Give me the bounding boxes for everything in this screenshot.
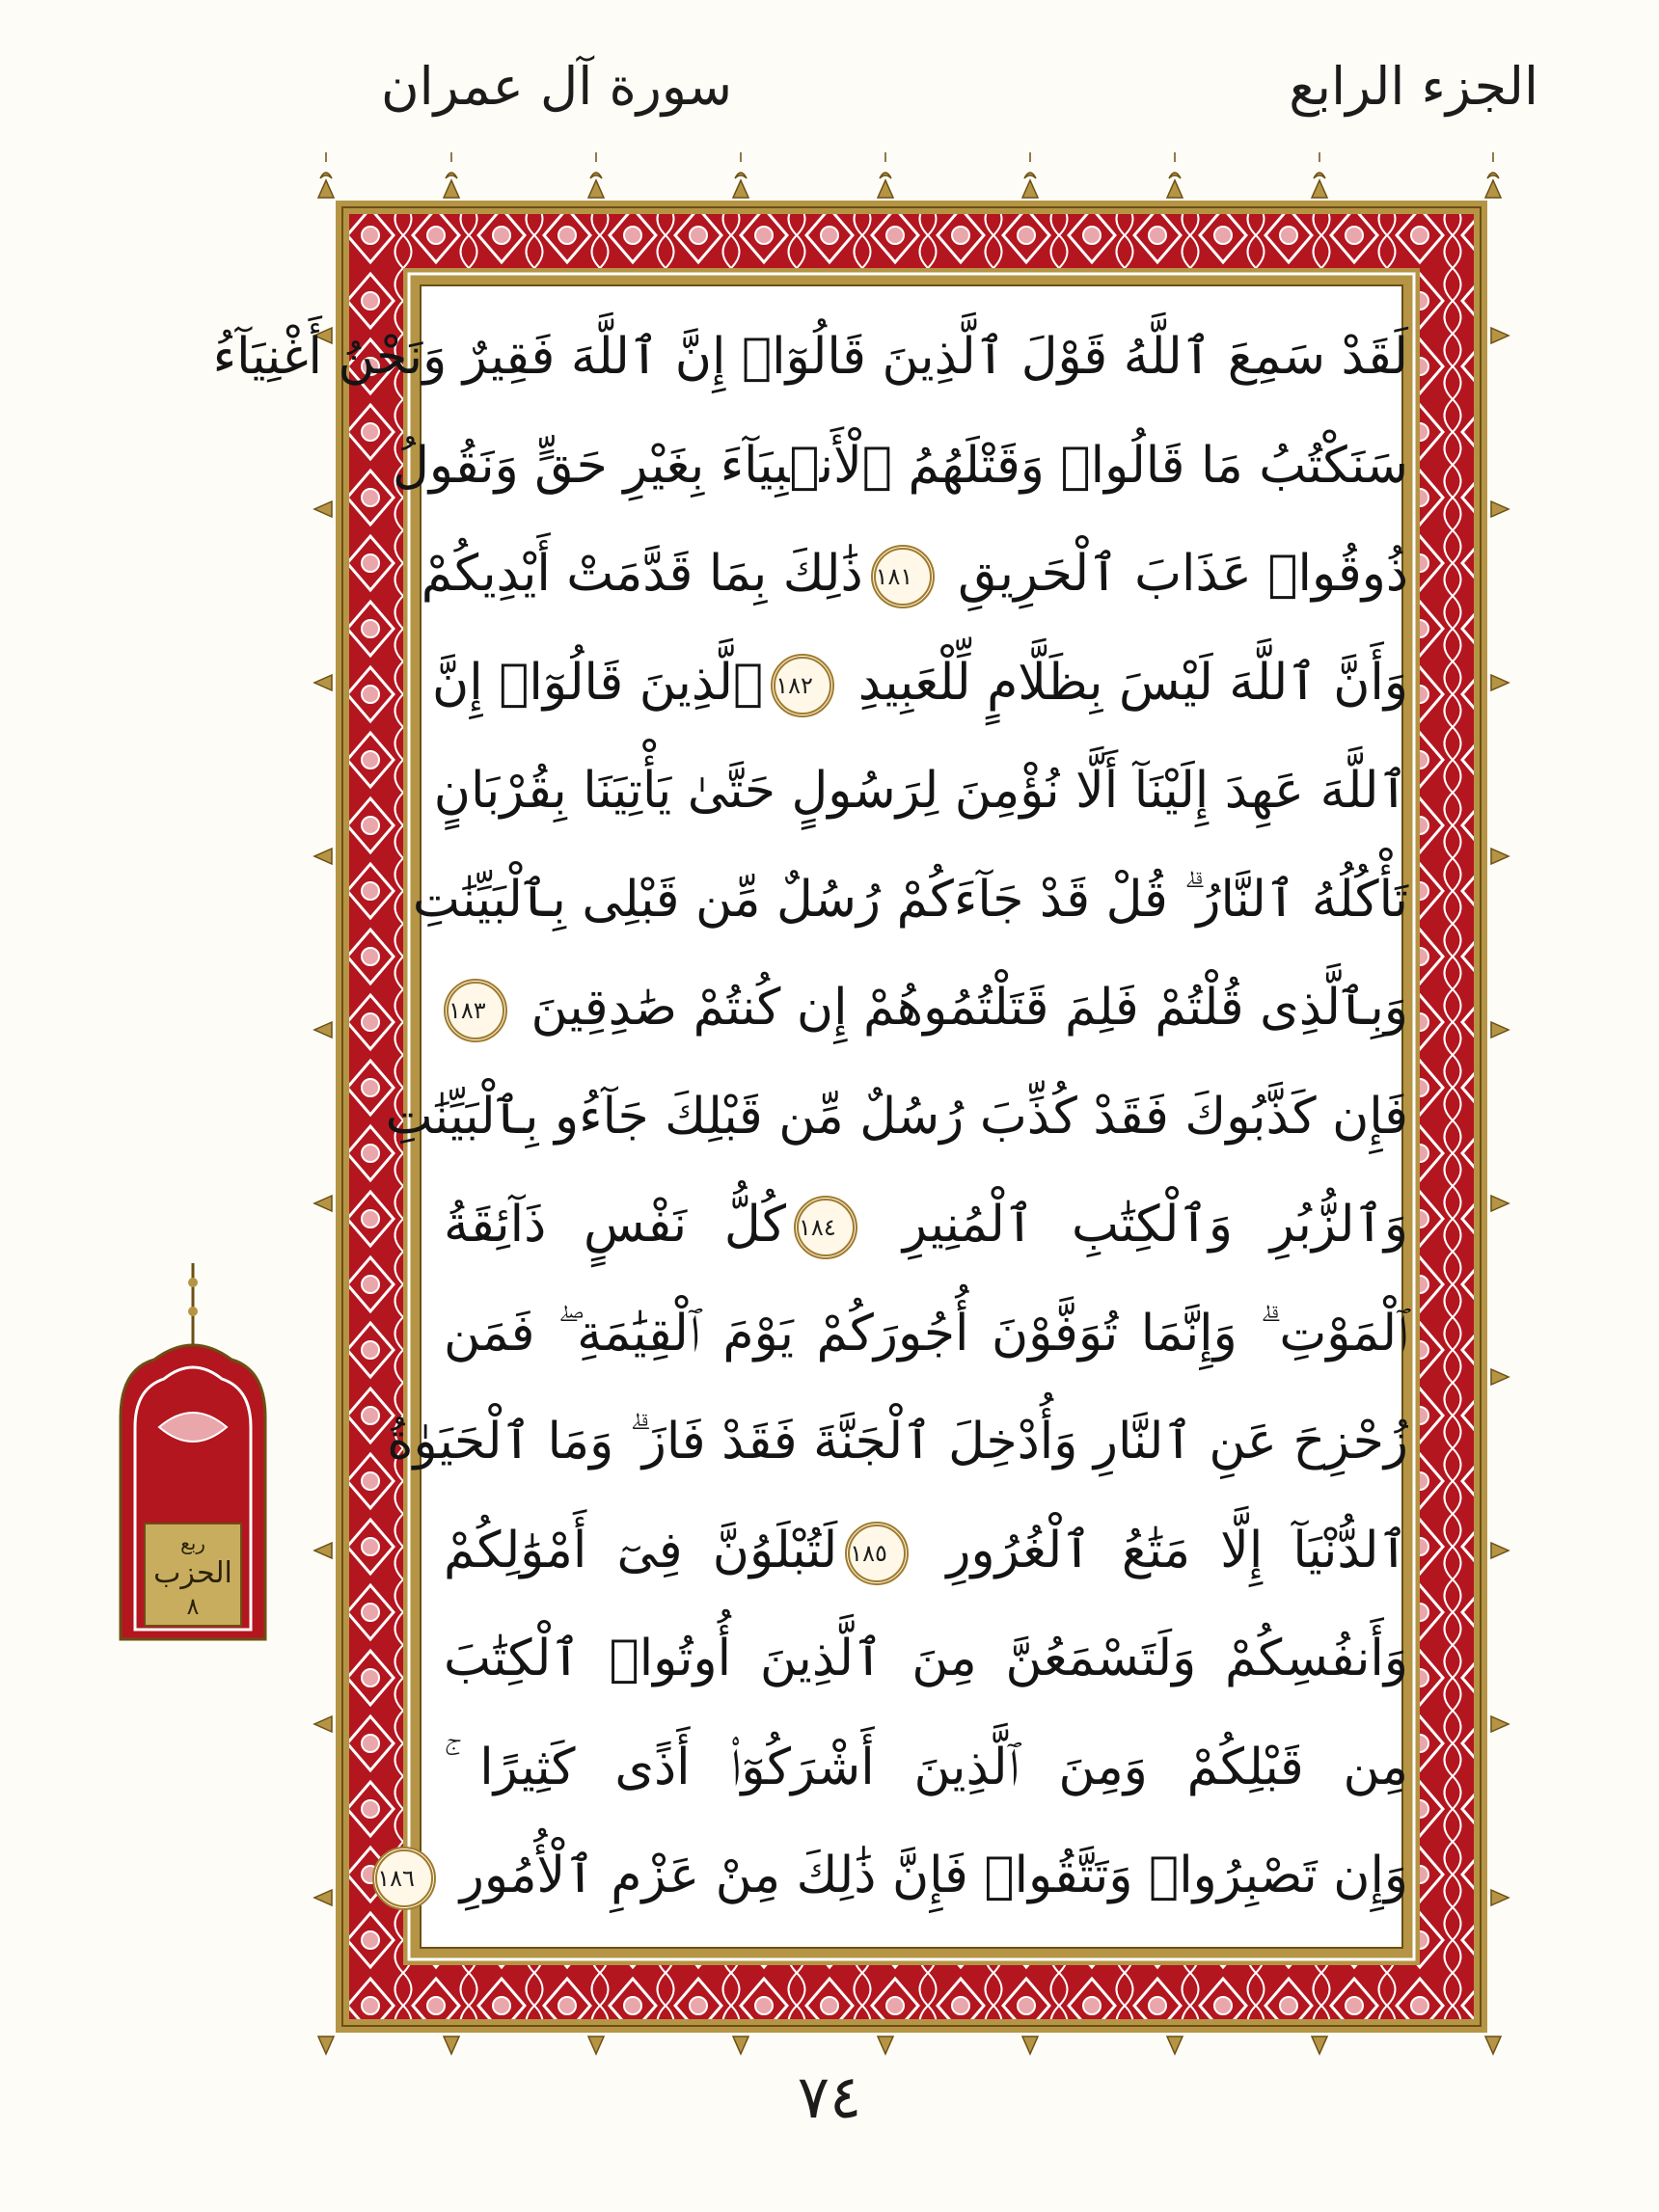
text-line — [433, 752, 1408, 829]
verse-text: تَأْكُلُهُ ٱلنَّارُ ۗ قُلْ قَدْ جَآءَكُمْ رُسُلٌ مِّن قَبْلِى بِٱلْبَيِّنَٰتِ — [412, 870, 1408, 929]
verse-text: وَأَنَّ ٱللَّهَ لَيْسَ بِظَلَّامٍ لِّلْعَبِيدِ — [857, 653, 1408, 712]
text-line — [444, 1186, 1408, 1263]
verse-text: ٱلْمَوْتِ ۗ وَإِنَّمَا تُوَفَّوْنَ أُجُورَكُمْ يَوْمَ ٱلْقِيَٰمَةِ ۖ فَمَن — [444, 1304, 1408, 1362]
verse-text: ٱلدُّنْيَآ إِلَّا مَتَٰعُ ٱلْغُرُورِ — [946, 1521, 1408, 1579]
verse-text: زُحْزِحَ عَنِ ٱلنَّارِ وَأُدْخِلَ ٱلْجَنَّةَ فَقَدْ فَازَ ۗ وَمَا ٱلْحَيَوٰةُ — [387, 1413, 1408, 1470]
text-line — [393, 427, 1408, 504]
page-number: ٧٤ — [797, 2062, 862, 2132]
ayah-number-marker: ١٨٥ — [845, 1522, 909, 1585]
verse-text: وَأَنفُسِكُمْ وَلَتَسْمَعُنَّ مِنَ ٱلَّذِينَ أُوتُوا۟ ٱلْكِتَٰبَ — [444, 1630, 1408, 1687]
hizb-number: ٨ — [186, 1593, 200, 1620]
text-line — [212, 318, 1408, 395]
text-line — [421, 535, 1408, 612]
text-line — [444, 1729, 1408, 1806]
text-line — [432, 644, 1408, 721]
verse-text: وَإِن تَصْبِرُوا۟ وَتَتَّقُوا۟ فَإِنَّ ذَٰلِكَ مِنْ عَزْمِ ٱلْأُمُورِ — [459, 1847, 1408, 1904]
ayah-number-marker: ١٨٣ — [444, 979, 507, 1042]
text-line — [387, 1403, 1408, 1480]
juz-title: الجزء الرابع — [1289, 56, 1538, 117]
verse-text: سَنَكْتُبُ مَا قَالُوا۟ وَقَتْلَهُمُ ٱلْأَنۢبِيَآءَ بِغَيْرِ حَقٍّ وَنَقُولُ — [393, 436, 1408, 495]
text-line — [385, 1078, 1408, 1155]
text-line — [412, 861, 1408, 938]
text-line — [377, 1837, 1408, 1914]
verse-text: مِن قَبْلِكُمْ وَمِنَ ٱلَّذِينَ أَشْرَكُوٓا۟ أَذًى كَثِيرًا ۚ — [444, 1738, 1408, 1796]
hizb-label: الحزب — [153, 1556, 232, 1590]
verse-text: لَتُبْلَوُنَّ فِىٓ أَمْوَٰلِكُمْ — [444, 1521, 838, 1579]
verse-text: كُلُّ نَفْسٍ ذَآئِقَةُ — [444, 1196, 787, 1254]
verse-text: لَقَدْ سَمِعَ ٱللَّهُ قَوْلَ ٱلَّذِينَ قَالُوٓا۟ إِنَّ ٱللَّهَ فَقِيرٌ وَنَحْنُ أَغْنِيَآءُ — [212, 328, 1408, 386]
verse-text: ذَٰلِكَ بِمَا قَدَّمَتْ أَيْدِيكُمْ — [421, 545, 863, 603]
ayah-number-marker: ١٨٢ — [771, 654, 834, 717]
verse-text: وَبِٱلَّذِى قُلْتُمْ فَلِمَ قَتَلْتُمُوهُمْ إِن كُنتُمْ صَٰدِقِينَ — [530, 979, 1408, 1037]
verse-text: ٱللَّهَ عَهِدَ إِلَيْنَآ أَلَّا نُؤْمِنَ لِرَسُولٍ حَتَّىٰ يَأْتِيَنَا بِقُرْبَانٍ — [433, 762, 1408, 820]
hizb-label-top: ربع — [180, 1531, 205, 1554]
verse-text: ذُوقُوا۟ عَذَابَ ٱلْحَرِيقِ — [958, 545, 1408, 603]
ayah-number-marker: ١٨٦ — [372, 1847, 436, 1910]
verse-text: فَإِن كَذَّبُوكَ فَقَدْ كُذِّبَ رُسُلٌ مِّن قَبْلِكَ جَآءُو بِٱلْبَيِّنَٰتِ — [385, 1087, 1408, 1146]
verse-text: وَٱلزُّبُرِ وَٱلْكِتَٰبِ ٱلْمُنِيرِ — [902, 1196, 1408, 1254]
text-line — [444, 1295, 1408, 1372]
surah-title: سورة آل عمران — [381, 56, 732, 117]
text-line — [444, 1512, 1408, 1589]
quran-text-block — [212, 318, 1408, 1914]
ayah-number-marker: ١٨١ — [871, 545, 935, 608]
ayah-number-marker: ١٨٤ — [794, 1196, 857, 1259]
text-line — [444, 969, 1408, 1046]
verse-text: ٱلَّذِينَ قَالُوٓا۟ إِنَّ — [432, 653, 764, 712]
text-line — [444, 1620, 1408, 1697]
